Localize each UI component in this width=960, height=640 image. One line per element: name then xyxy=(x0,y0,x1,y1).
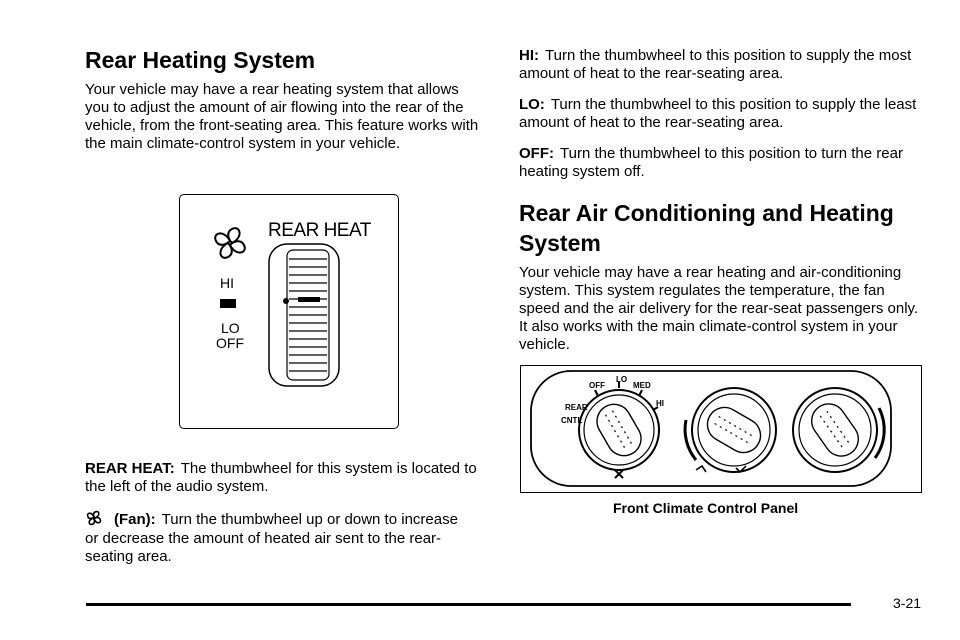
lo-label: LO xyxy=(221,320,240,336)
fan-med-label: MED xyxy=(633,381,651,390)
fan-icon xyxy=(85,509,103,532)
fan-icon xyxy=(215,228,245,258)
fan-text-line1: Turn the thumbwheel up or down to increase xyxy=(161,511,458,528)
lo-text: Turn the thumbwheel to this position to supply the least amount of heat to the rear-seating area. xyxy=(519,96,917,131)
off-label: OFF xyxy=(216,335,244,351)
figure-caption: Front Climate Control Panel xyxy=(613,500,799,516)
front-climate-control-figure xyxy=(520,365,922,493)
off-text: Turn the thumbwheel to this position to turn the rear heating system off. xyxy=(519,145,903,180)
section-title-rear-ac-heating: Rear Air Conditioning and Heating System xyxy=(519,200,894,256)
rear-heat-text: The thumbwheel for this system is located to the left of the audio system. xyxy=(85,460,477,495)
hi-label: HI xyxy=(220,275,234,291)
off-paragraph xyxy=(519,145,919,181)
rear-heat-paragraph xyxy=(85,460,485,496)
section-title-rear-heating: Rear Heating System xyxy=(85,47,316,73)
fan-off-label: OFF xyxy=(589,381,605,390)
fan-hi-label: HI xyxy=(656,399,664,408)
fan-term: (Fan): xyxy=(114,511,156,528)
fan-text-rest: or decrease the amount of heated air sent to the rear-seating area. xyxy=(85,530,442,565)
cntl-label: CNTL xyxy=(561,416,583,425)
climate-panel-illustration xyxy=(521,366,923,494)
hi-term: HI: xyxy=(519,47,539,64)
off-term: OFF: xyxy=(519,145,554,162)
lo-term: LO: xyxy=(519,96,545,113)
hi-paragraph xyxy=(519,47,919,83)
page-number: 3-21 xyxy=(893,595,922,611)
fan-lo-label: LO xyxy=(616,375,628,384)
rear-ac-intro: Your vehicle may have a rear heating and air-conditioning system. This system regulates the temperature, the fan speed and the air delivery for the rear-seat passengers only. It also works with the main climate-control system in your vehicle. xyxy=(519,264,919,353)
rear-heat-term: REAR HEAT: xyxy=(85,460,175,477)
lo-paragraph xyxy=(519,96,919,132)
hi-text: Turn the thumbwheel to this position to supply the most amount of heat to the rear-seating area. xyxy=(519,47,912,82)
rear-heat-thumbwheel-figure xyxy=(179,194,399,429)
rear-heat-panel-label: REAR HEAT xyxy=(268,220,371,241)
fan-line-1 xyxy=(114,511,458,529)
rear-label: REAR xyxy=(565,403,588,412)
footer-rule xyxy=(86,603,851,606)
rear-heating-intro: Your vehicle may have a rear heating system that allows you to adjust the amount of air flowing into the rear of the vehicle, from the front-seating area. This feature works with the main climate-control system in your vehicle. xyxy=(85,81,479,152)
